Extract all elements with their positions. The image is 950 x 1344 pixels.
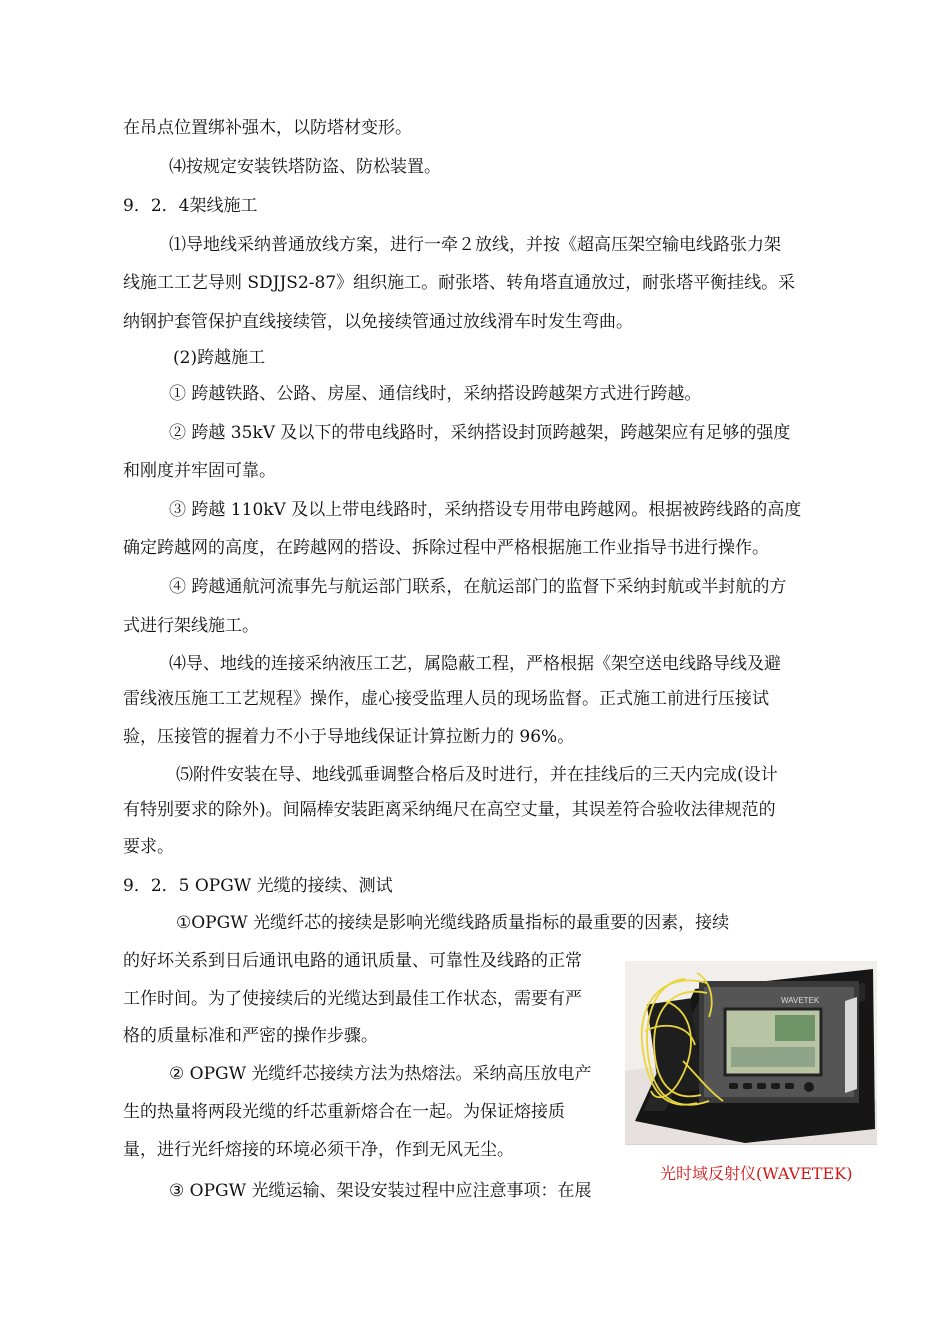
paragraph-line: ④ 跨越通航河流事先与航运部门联系，在航运部门的监督下采纳封航或半封航的方: [169, 577, 787, 597]
paragraph-line: 式进行架线施工。: [123, 616, 259, 636]
paragraph-line: ③ OPGW 光缆运输、架设安装过程中应注意事项：在展: [169, 1181, 592, 1201]
section-heading: 9．2．4架线施工: [123, 196, 258, 216]
paragraph-line: ② OPGW 光缆纤芯接续方法为热熔法。采纳高压放电产: [169, 1064, 592, 1084]
paragraph-line: ① 跨越铁路、公路、房屋、通信线时，采纳搭设跨越架方式进行跨越。: [169, 384, 702, 404]
paragraph-line: ⑷按规定安装铁塔防盗、防松装置。: [169, 157, 441, 177]
paragraph-line: 的好坏关系到日后通讯电路的通讯质量、可靠性及线路的正常: [123, 951, 582, 971]
paragraph-line: 生的热量将两段光缆的纤芯重新熔合在一起。为保证熔接质: [123, 1102, 565, 1122]
paragraph-line: 有特别要求的除外)。间隔棒安装距离采纳绳尺在高空丈量，其误差符合验收法律规范的: [123, 800, 776, 820]
paragraph-line: 验，压接管的握着力不小于导地线保证计算拉断力的 96%。: [123, 727, 575, 747]
paragraph-line: 雷线液压施工工艺规程》操作，虚心接受监理人员的现场监督。正式施工前进行压接试: [123, 689, 769, 709]
section-heading: 9．2．5 OPGW 光缆的接续、测试: [123, 876, 393, 896]
paragraph-line: 线施工工艺导则 SDJJS2-87》组织施工。耐张塔、转角塔直通放过，耐张塔平衡挂线。采: [123, 273, 796, 293]
paragraph-line: 确定跨越网的高度，在跨越网的搭设、拆除过程中严格根据施工作业指导书进行操作。: [123, 538, 769, 558]
paragraph-line: 纳钢护套管保护直线接续管，以免接续管通过放线滑车时发生弯曲。: [123, 312, 633, 332]
paragraph-line: 在吊点位置绑补强木，以防塔材变形。: [123, 118, 412, 138]
paragraph-line: 量，进行光纤熔接的环境必须干净，作到无风无尘。: [123, 1140, 514, 1160]
paragraph-line: ③ 跨越 110kV 及以上带电线路时，采纳搭设专用带电跨越网。根据被跨线路的高度: [169, 500, 802, 520]
paragraph-line: (2)跨越施工: [173, 348, 266, 368]
paragraph-line: ①OPGW 光缆纤芯的接续是影响光缆线路质量指标的最重要的因素，接续: [176, 913, 730, 933]
paragraph-line: 和刚度并牢固可靠。: [123, 461, 276, 481]
paragraph-line: ⑸附件安装在导、地线弧垂调整合格后及时进行，并在挂线后的三天内完成(设计: [176, 765, 778, 785]
otdr-device-illustration: [625, 961, 877, 1145]
paragraph-line: 工作时间。为了使接续后的光缆达到最佳工作状态，需要有严: [123, 989, 582, 1009]
device-brand-label: WAVETEK: [781, 996, 820, 1005]
paragraph-line: ⑷导、地线的连接采纳液压工艺，属隐蔽工程，严格根据《架空送电线路导线及避: [169, 654, 781, 674]
paragraph-line: ⑴导地线采纳普通放线方案，进行一牵２放线，并按《超高压架空输电线路张力架: [169, 235, 781, 255]
otdr-photo: [625, 961, 877, 1145]
paragraph-line: ② 跨越 35kV 及以下的带电线路时，采纳搭设封顶跨越架，跨越架应有足够的强度: [169, 423, 791, 443]
paragraph-line: 要求。: [123, 837, 174, 857]
paragraph-line: 格的质量标准和严密的操作步骤。: [123, 1026, 378, 1046]
figure-caption: 光时域反射仪(WAVETEK): [660, 1164, 853, 1183]
